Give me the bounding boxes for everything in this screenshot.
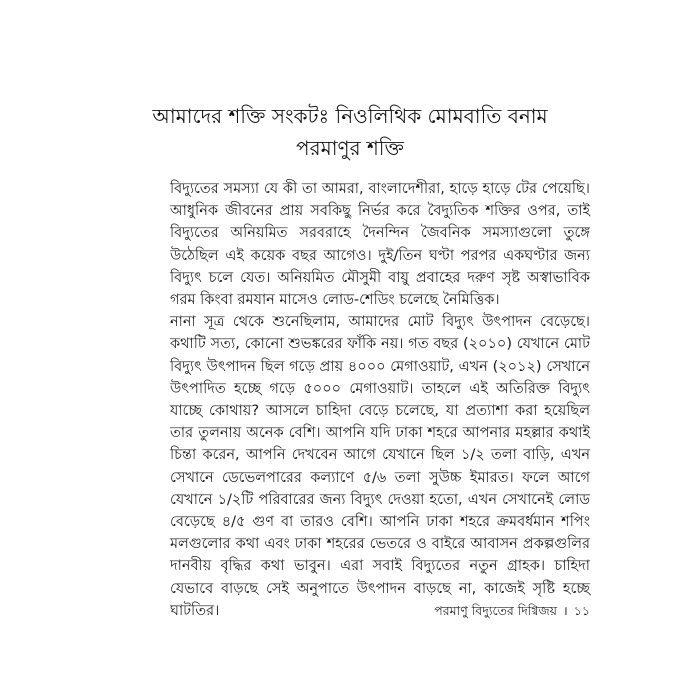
- paragraph-1: বিদ্যুতের সমস্যা যে কী তা আমরা, বাংলাদেশীরা, হাড়ে হাড়ে টের পেয়েছি। আধুনিক জীবনের প্রায় সবকিছু নির্ভর করে বৈদ্যুতিক শক্তির ওপর, তাই বিদ্যুতের অনিয়মিত সরবরাহে দৈনন্দিন জৈবনিক সমস্যাগুলো তুঙ্গে উঠেছিল এই কয়েক বছর আগেও। দুই/তিন ঘণ্টা পরপর একঘণ্টার জন্য বিদ্যুৎ চলে যেত। অনিয়মিত মৌসুমী বায়ু প্রবাহের দরুণ সৃষ্ট অস্বাভাবিক গরম কিংবা রমযান মাসেও লোড-শেডিং চলেছে নৈমিত্তিক।: [170, 181, 590, 309]
- chapter-title-line-2: পরমাণুর শক্তি: [296, 136, 404, 160]
- paragraph-2: নানা সূত্র থেকে শুনেছিলাম, আমাদের মোট বিদ্যুৎ উৎপাদন বেড়েছে। কথাটি সত্য, কোনো শুভঙ্করের ফাঁকি নয়। গত বছর (২০১০) যেখানে মোট বিদ্যুৎ উৎপাদন ছিল গড়ে প্রায় ৪০০০ মেগাওয়াট, এখন (২০১২) সেখানে উৎপাদিত হচ্ছে গড়ে ৫০০০ মেগাওয়াট। তাহলে এই অতিরিক্ত বিদ্যুৎ যাচ্ছে কোথায়? আসলে চাহিদা বেড়ে চলেছে, যা প্রত্যাশা করা হয়েছিল তার তুলনায় অনেক বেশি। আপনি যদি ঢাকা শহরে আপনার মহল্লার কথাই চিন্তা করেন, আপনি দেখবেন আগে যেখানে ছিল ১/২ তলা বাড়ি, এখন সেখানে ডেভেলপারের কল্যাণে ৫/৬ তলা সুউচ্চ ইমারত। ফলে আগে যেখানে ১/২টি পরিবারের জন্য বিদ্যুৎ দেওয়া হতো, এখন সেখানেই লোড বেড়েছে ৪/৫ গুণ বা তারও বেশি। আপনি ঢাকা শহরে ক্রমবর্ধমান শপিং মলগুলোর কথা এবং ঢাকা শহরের ভেতরে ও বাইরে আবাসন প্রকল্পগুলির দানবীয় বৃদ্ধির কথা ভাবুন। এরা সবাই বিদ্যুতের নতুন গ্রাহক। চাহিদা যেভাবে বাড়ছে সেই অনুপাতে উৎপাদন বাড়ছে না, কাজেই সৃষ্টি হচ্ছে ঘাটতির।: [170, 314, 590, 619]
- footer-separator: ।: [563, 603, 568, 618]
- chapter-title: [150, 100, 550, 164]
- footer-book-title: পরমাণু বিদ্যুতের দিগ্বিজয়: [434, 603, 558, 618]
- chapter-title-line-1: আমাদের শক্তি সংকটঃ নিওলিথিক মোমবাতি বনাম: [152, 104, 548, 128]
- running-footer: [300, 602, 590, 620]
- page-number: ১১: [573, 603, 590, 618]
